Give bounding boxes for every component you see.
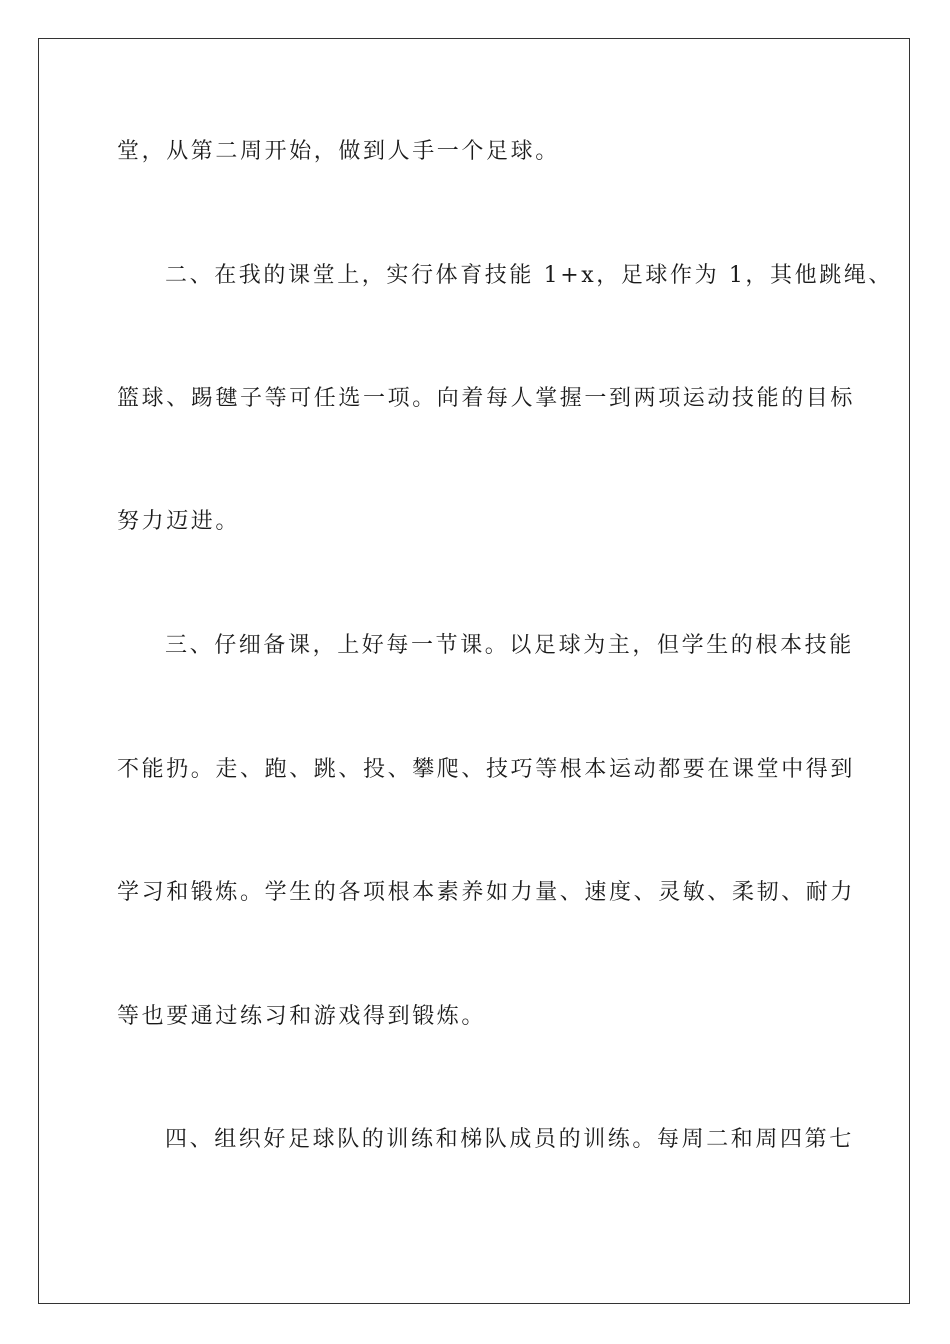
text-line-7: 学习和锻炼。学生的各项根本素养如力量、速度、灵敏、柔韧、耐力: [117, 880, 856, 905]
text-line-9: 四、组织好足球队的训练和梯队成员的训练。每周二和周四第七: [165, 1127, 854, 1152]
text-line-4: 努力迈进。: [117, 509, 241, 534]
text-line-8: 等也要通过练习和游戏得到锻炼。: [117, 1004, 487, 1029]
page-border: [38, 38, 910, 1304]
text-line-2: 二、在我的课堂上，实行体育技能 1+x，足球作为 1，其他跳绳、: [165, 263, 894, 288]
text-line-6: 不能扔。走、跑、跳、投、攀爬、技巧等根本运动都要在课堂中得到: [117, 757, 856, 782]
text-line-5: 三、仔细备课，上好每一节课。以足球为主，但学生的根本技能: [165, 633, 854, 658]
text-line-1: 堂，从第二周开始，做到人手一个足球。: [117, 139, 560, 164]
text-line-3: 篮球、踢毽子等可任选一项。向着每人掌握一到两项运动技能的目标: [117, 386, 856, 411]
